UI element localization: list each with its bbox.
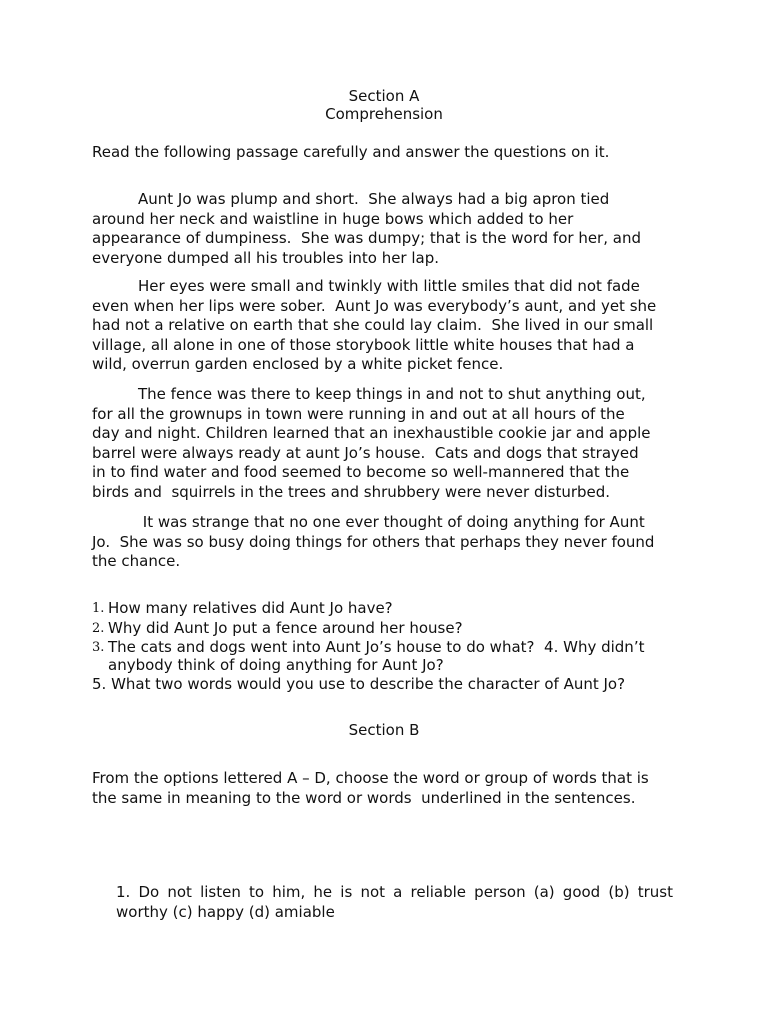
question-text: anybody think of doing anything for Aunt Jo? xyxy=(108,655,444,674)
passage-paragraph-2 xyxy=(92,277,682,375)
question-text: Why did Aunt Jo put a fence around her house? xyxy=(108,618,463,637)
passage-line: barrel were always ready at aunt Jo’s house. Cats and dogs that strayed xyxy=(92,443,639,462)
passage-line: everyone dumped all his troubles into her lap. xyxy=(92,248,440,267)
section-a-title: Section A xyxy=(348,87,420,105)
passage-line: in to find water and food seemed to become so well-mannered that the xyxy=(92,463,630,481)
passage-paragraph-4 xyxy=(92,513,682,572)
question-number: 1. xyxy=(92,601,105,616)
question-4-continuation xyxy=(92,656,682,676)
passage-paragraph-1 xyxy=(92,190,682,268)
passage-line: The fence was there to keep things in and not to shut anything out, xyxy=(138,385,646,403)
passage-line: birds and squirrels in the trees and shrubbery were never disturbed. xyxy=(92,482,611,501)
question-2 xyxy=(92,619,682,639)
question-1 xyxy=(92,599,682,619)
passage-line: village, all alone in one of those storybook little white houses that had a xyxy=(92,335,635,354)
section-b-title: Section B xyxy=(348,721,420,739)
question-number: 2. xyxy=(92,620,105,636)
passage-paragraph-3 xyxy=(92,385,682,502)
passage-line: around her neck and waistline in huge bows which added to her xyxy=(92,209,574,228)
passage-line: Jo. She was so busy doing things for others that perhaps they never found xyxy=(92,532,655,551)
section-a-subtitle: Comprehension xyxy=(325,105,443,123)
passage-line: It was strange that no one ever thought of doing anything for Aunt xyxy=(138,513,645,531)
section-b-item-1: 1. Do not listen to him, he is not a reliable person (a) good (b) trust worthy (c) happy (d) amiable xyxy=(116,883,673,921)
passage-line: Her eyes were small and twinkly with little smiles that did not fade xyxy=(138,277,640,295)
section-b-instruction xyxy=(92,769,682,808)
passage-line: even when her lips were sober. Aunt Jo was everybody’s aunt, and yet she xyxy=(92,296,657,315)
passage-line: appearance of dumpiness. She was dumpy; that is the word for her, and xyxy=(92,229,641,247)
passage-line: the chance. xyxy=(92,552,181,570)
question-text: The cats and dogs went into Aunt Jo’s house to do what? 4. Why didn’t xyxy=(108,638,645,656)
passage-line: for all the grownups in town were running in and out at all hours of the xyxy=(92,404,625,423)
passage-line: wild, overrun garden enclosed by a white picket fence. xyxy=(92,355,504,373)
instruction-line: the same in meaning to the word or words underlined in the sentences. xyxy=(92,788,636,807)
passage-line: day and night. Children learned that an inexhaustible cookie jar and apple xyxy=(92,424,651,442)
question-text: How many relatives did Aunt Jo have? xyxy=(108,599,393,617)
question-number: 3. xyxy=(92,640,105,655)
passage-line: Aunt Jo was plump and short. She always had a big apron tied xyxy=(138,190,610,208)
passage-line: had not a relative on earth that she could lay claim. She lived in our small xyxy=(92,316,654,334)
question-5: 5. What two words would you use to describe the character of Aunt Jo? xyxy=(92,675,626,693)
questions-list xyxy=(92,599,682,695)
instruction-line: From the options lettered A – D, choose the word or group of words that is xyxy=(92,769,649,787)
instruction-text: Read the following passage carefully and answer the questions on it. xyxy=(92,143,610,161)
